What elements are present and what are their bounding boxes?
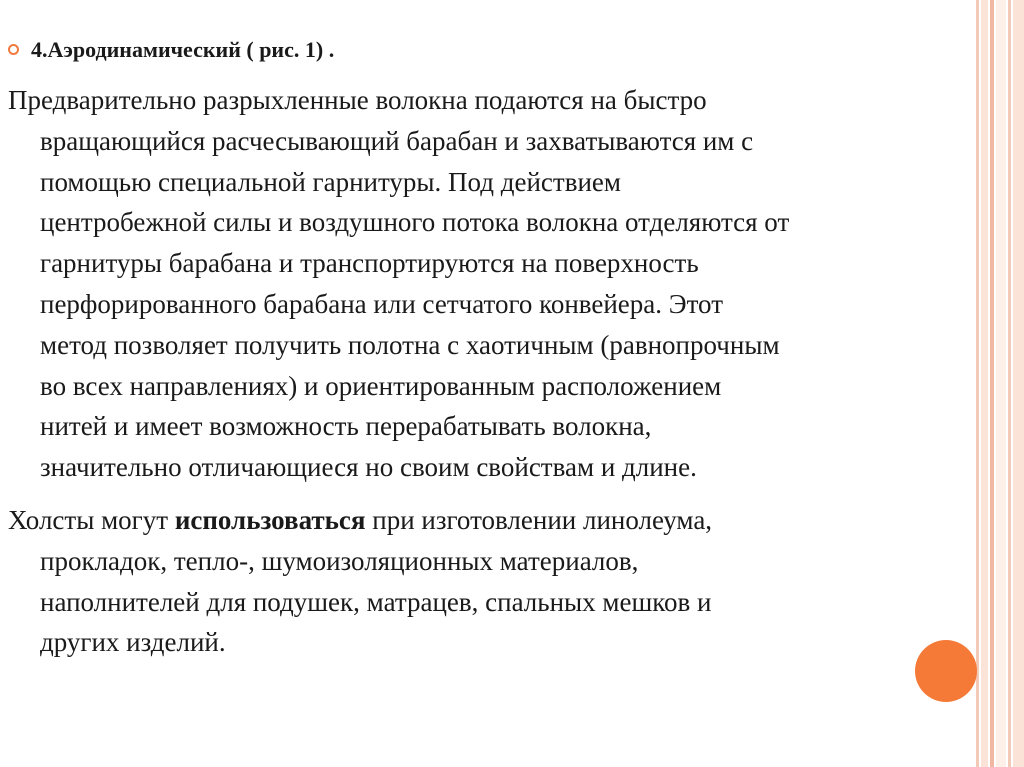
paragraph-line: наполнителей для подушек, матрацев, спальных мешков и (40, 586, 712, 617)
stripe (990, 0, 994, 767)
paragraph-line: прокладок, тепло-, шумоизоляционных материалов, (40, 545, 639, 576)
paragraph-line: Предварительно разрыхленные волокна подаются на быстро (8, 85, 707, 115)
paragraph-line: других изделий. (40, 627, 226, 658)
usage-bold-word: использоваться (174, 505, 366, 535)
paragraph-line: центробежной силы и воздушного потока волокна отделяются от (40, 207, 790, 238)
paragraph-line: вращающийся расчесывающий барабан и захватываются им с (40, 125, 754, 156)
paragraph-line: гарнитуры барабана и транспортируются на поверхность (40, 248, 699, 279)
paragraph-line: помощью специальной гарнитуры. Под действием (40, 166, 621, 197)
stripe (996, 0, 1006, 767)
heading-text: 4.Аэродинамический ( рис. 1) . (31, 37, 335, 62)
paragraph-line: во всех направлениях) и ориентированным расположением (40, 370, 722, 401)
paragraph-line: значительно отличающиеся но своим свойствам и длине. (40, 452, 697, 483)
stripe (1008, 0, 1011, 767)
paragraph-line: перфорированного барабана или сетчатого конвейера. Этот (40, 288, 723, 319)
bullet-ring-icon (8, 44, 19, 55)
decorative-orange-circle (915, 640, 977, 702)
paragraph-usage (8, 500, 988, 663)
stripe (1013, 0, 1024, 767)
usage-text-start: Холсты могут (8, 505, 175, 535)
paragraph-line: нитей и имеет возможность перерабатывать волокна, (40, 411, 652, 442)
paragraph-line: метод позволяет получить полотна с хаотичным (равнопрочным (40, 329, 780, 360)
paragraph-method-description (8, 80, 988, 488)
paragraph-line (8, 500, 988, 541)
usage-text-end: при изготовлении линолеума, (365, 505, 713, 535)
slide-heading (8, 30, 334, 70)
